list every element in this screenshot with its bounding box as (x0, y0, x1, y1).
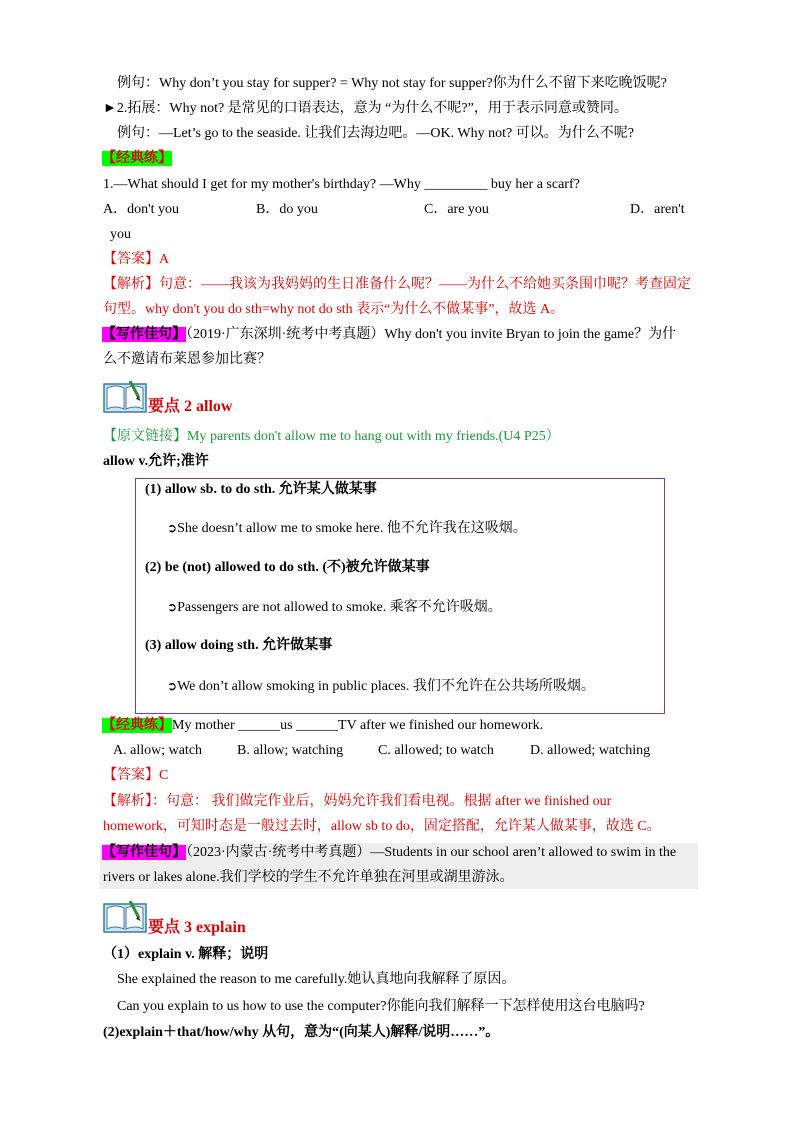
definition: allow v.允许;准许 (103, 454, 209, 469)
extension-note: ►2.拓展：Why not? 是常见的口语表达，意为 “为什么不呢?”，用于表示同意或赞同。 (103, 101, 628, 116)
writing-sentence-1: （2019·广东深圳·统考中考真题）Why don't you invite Bryan to join the game？为什 (186, 327, 677, 342)
usage-rule-3: (3) allow doing sth. 允许做某事 (145, 638, 333, 653)
option-a: A. allow; watch (113, 743, 203, 758)
question: My mother ______us ______TV after we finished our homework. (172, 718, 544, 733)
usage-example-2: Passengers are not allowed to smoke. 乘客不允许吸烟。 (177, 600, 502, 615)
option-d: D. allowed; watching (530, 743, 651, 758)
example-sentence: 例句：—Let’s go to the seaside. 让我们去海边吧。—OK. Why not? 可以。为什么不呢? (117, 126, 634, 141)
writing-sentence-1: （2023·内蒙古·统考中考真题）—Students in our school aren’t allowed to swim in the (186, 845, 677, 860)
usage-example-1: She doesn’t allow me to smoke here. 他不允许我在这吸烟。 (177, 521, 527, 536)
option-d-wrap: you (110, 227, 131, 242)
writing-sentence-2: rivers or lakes alone.我们学校的学生不允许单独在河里或湖里游泳。 (103, 870, 514, 885)
answer: 【答案】A (103, 252, 170, 267)
option-d: D．aren't (630, 202, 685, 217)
analysis-line-1: 【解析】：句意： 我们做完作业后，妈妈允许我们看电视。根据 after we finished our (103, 794, 612, 809)
option-b: B．do you (256, 202, 318, 217)
section-heading: 要点 3 explain (148, 919, 246, 936)
analysis-line-2: homework，可知时态是一般过去时，allow sb to do，固定搭配，允许某人做某事，故选 C。 (103, 819, 661, 834)
usage-example-3: We don’t allow smoking in public places. 我们不允许在公共场所吸烟。 (177, 679, 595, 694)
subheading-1: （1）explain v. 解释；说明 (103, 947, 269, 962)
arrow-icon: ➲ (167, 521, 178, 535)
subheading-2: (2)explain＋that/how/why 从句，意为“(向某人)解释/说明……”。 (103, 1025, 500, 1040)
classic-practice-tag: 【经典练】 (102, 718, 172, 733)
section-heading: 要点 2 allow (148, 398, 233, 415)
writing-tag: 【写作佳句】 (102, 327, 186, 342)
option-b: B. allow; watching (237, 743, 344, 758)
usage-rule-1: (1) allow sb. to do sth. 允许某人做某事 (145, 482, 377, 497)
example-sentence: Can you explain to us how to use the computer?你能向我们解释一下怎样使用这台电脑吗? (117, 999, 645, 1014)
classic-practice-tag: 【经典练】 (102, 151, 172, 166)
writing-sentence-2: 么不邀请布莱恩参加比赛？ (103, 352, 271, 367)
option-a: A．don't you (103, 202, 180, 217)
arrow-icon: ➲ (167, 679, 178, 693)
option-c: C. allowed; to watch (378, 743, 494, 758)
option-c: C．are you (424, 202, 489, 217)
analysis-line-2: 句型。why don't you do sth=why not do sth 表示“为什么不做某事”，故选 A。 (103, 302, 565, 317)
original-link: 【原文链接】My parents don't allow me to hang out with my friends.(U4 P25） (103, 429, 560, 444)
arrow-icon: ➲ (167, 600, 178, 614)
book-icon (103, 378, 147, 414)
book-icon (103, 898, 147, 934)
example-sentence: 例句：Why don’t you stay for supper? = Why not stay for supper?你为什么不留下来吃晚饭呢? (117, 76, 667, 91)
analysis-line-1: 【解析】句意：——我该为我妈妈的生日准备什么呢？——为什么不给她买条围巾呢？考查固定 (103, 277, 691, 292)
writing-tag: 【写作佳句】 (102, 845, 186, 860)
example-sentence: She explained the reason to me carefully.她认真地向我解释了原因。 (117, 972, 516, 987)
answer: 【答案】C (103, 768, 169, 783)
usage-rule-2: (2) be (not) allowed to do sth. (不)被允许做某事 (145, 560, 430, 575)
question-1: 1.—What should I get for my mother's birthday? —Why _________ buy her a scarf? (103, 177, 580, 192)
